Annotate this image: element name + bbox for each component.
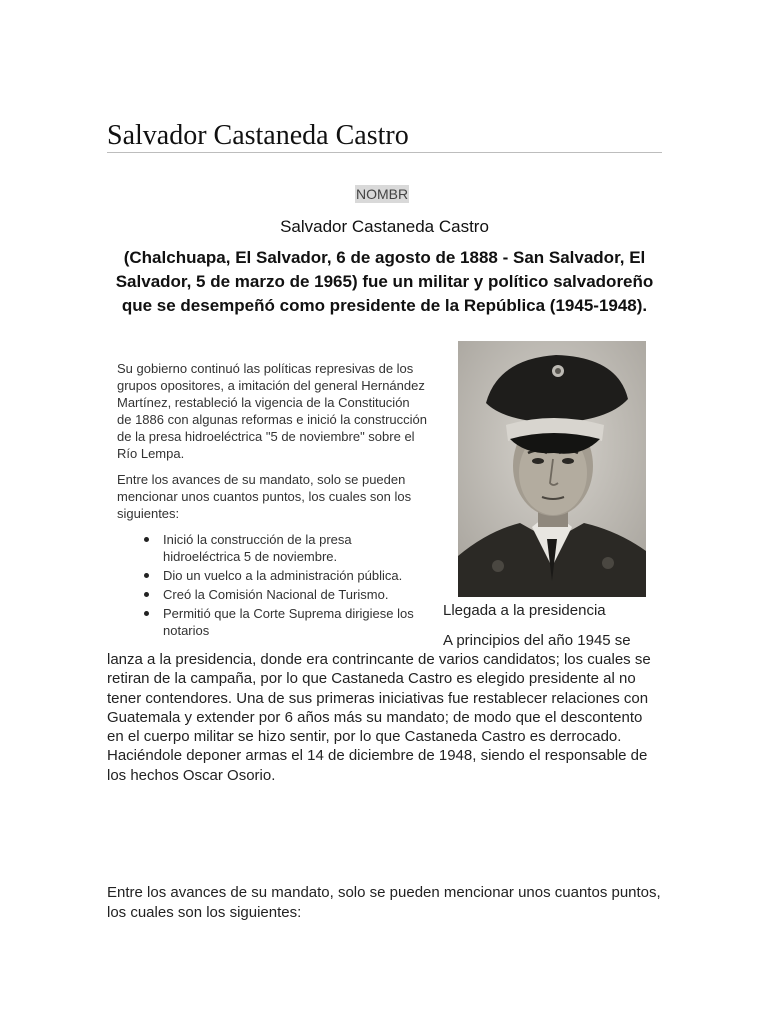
sidebar-textbox <box>117 360 427 641</box>
achievements-list <box>117 531 427 639</box>
closing-paragraph: Entre los avances de su mandato, solo se pueden mencionar unos cuantos puntos, los cuales son los siguientes: <box>107 884 661 921</box>
subtitle: Salvador Castaneda Castro <box>280 217 489 236</box>
sidebar-paragraph-2: Entre los avances de su mandato, solo se pueden mencionar unos cuantos puntos, los cuales son los siguientes: <box>117 472 412 521</box>
section-paragraph-start: A principios del año 1945 se <box>443 632 631 649</box>
list-item: Dio un vuelco a la administración pública. <box>163 567 427 584</box>
list-item: Creó la Comisión Nacional de Turismo. <box>163 586 427 603</box>
intro-paragraph: (Chalchuapa, El Salvador, 6 de agosto de 1888 - San Salvador, El Salvador, 5 de marzo de 1965) fue un militar y político salvadoreño que se desempeñó como presidente de la República (1945-1948). <box>115 248 654 315</box>
section-paragraph: lanza a la presidencia, donde era contrincante de varios candidatos; los cuales se retiran de la campaña, por lo que Castaneda Castro es elegido presidente al no tener contendores. Una de sus primeras iniciativas fue restablecer relaciones con Guatemala y extender por 6 años más su mandato; de modo que el descontento en el cuerpo militar se hizo sentir, por lo que Castaneda Castro es derrocado. Haciéndole deponer armas el 14 de diciembre de 1948, siendo el responsable de los hechos Oscar Osorio. <box>107 651 651 784</box>
title-divider <box>107 152 662 153</box>
portrait-photo <box>458 341 646 597</box>
document-title: Salvador Castaneda Castro <box>107 120 409 151</box>
section-caption: Llegada a la presidencia <box>443 602 606 619</box>
list-item: Permitió que la Corte Suprema dirigiese los notarios <box>163 605 427 639</box>
name-label: NOMBR <box>356 186 409 202</box>
list-item: Inició la construcción de la presa hidroeléctrica 5 de noviembre. <box>163 531 427 565</box>
sidebar-paragraph-1: Su gobierno continuó las políticas represivas de los grupos opositores, a imitación del general Hernández Martínez, restableció la vigencia de la Constitución de 1886 con algunas reformas e inició la construcción de la presa hidroeléctrica "5 de noviembre" sobre el Río Lempa. <box>117 361 427 461</box>
